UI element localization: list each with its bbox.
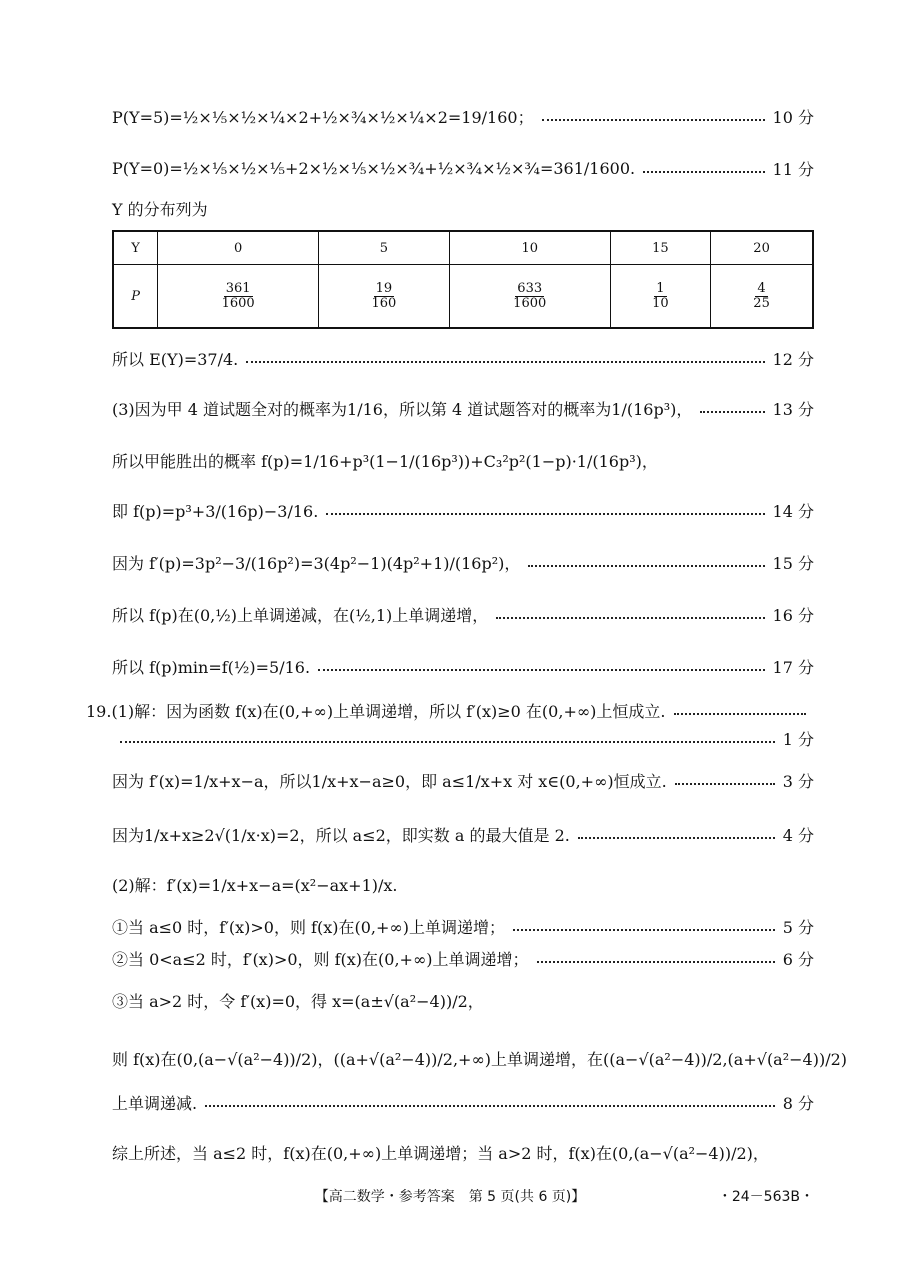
line-fp-simplified [112, 490, 814, 530]
frac-num: 633 [517, 280, 543, 296]
frac-den: 1600 [221, 295, 255, 311]
line-text: (2)解：f′(x)=1/x+x−a=(x²−ax+1)/x. [112, 875, 398, 895]
frac-num: 1 [656, 280, 665, 296]
frac-den: 25 [753, 295, 770, 311]
dot-leader [496, 617, 764, 619]
line-expectation [112, 338, 814, 378]
dot-leader [513, 929, 775, 931]
score-label: 3 分 [782, 771, 814, 791]
line-q19-inequality [112, 760, 814, 800]
frac-den: 10 [652, 295, 669, 311]
line-text: ①当 a≤0 时，f′(x)>0，则 f(x)在(0,+∞)上单调递增； [112, 917, 505, 937]
score-label: 14 分 [772, 501, 814, 521]
table-cell: Y [113, 231, 158, 265]
footer-title: 【高二数学・参考答案 第 5 页(共 6 页)】 [314, 1189, 586, 1205]
table-cell: 0 [158, 231, 319, 265]
dot-leader [318, 669, 764, 671]
line-text: 综上所述，当 a≤2 时，f(x)在(0,+∞)上单调递增；当 a>2 时，f(x)在(0,(a−√(a²−4))/2)， [112, 1143, 769, 1163]
table-cell [449, 265, 610, 329]
table-row [113, 231, 813, 265]
table-cell [158, 265, 319, 329]
line-text: 因为 f′(x)=1/x+x−a，所以1/x+x−a≥0，即 a≤1/x+x 对 x∈(0,+∞)恒成立. [112, 771, 667, 791]
line-text: (3)因为甲 4 道试题全对的概率为1/16，所以第 4 道试题答对的概率为1/(16p³)， [112, 399, 693, 419]
line-q19-score1 [112, 718, 814, 758]
line-text: 19.(1)解：因为函数 f(x)在(0,+∞)上单调递增，所以 f′(x)≥0 在(0,+∞)上恒成立. [86, 701, 666, 721]
score-label: 8 分 [782, 1093, 814, 1113]
distribution-table [112, 230, 814, 329]
dot-leader [674, 713, 806, 715]
table-cell [319, 265, 450, 329]
table-cell: 15 [610, 231, 711, 265]
score-label: 4 分 [782, 825, 814, 845]
line-text: 因为 f′(p)=3p²−3/(16p²)=3(4p²−1)(4p²+1)/(16p²)， [112, 553, 521, 573]
line-case3-decreasing [112, 1082, 814, 1122]
score-label: 12 分 [772, 349, 814, 369]
frac-num: 361 [225, 280, 251, 296]
line-text: 所以 f(p)min=f(½)=5/16. [112, 657, 311, 677]
line-p-y-0 [112, 148, 814, 188]
dot-leader [542, 119, 765, 121]
score-label: 16 分 [772, 605, 814, 625]
line-text: 所以甲能胜出的概率 f(p)=1/16+p³(1−1/(16p³))+C₃²p²(1−p)·1/(16p³)， [112, 451, 658, 471]
dot-leader [675, 783, 775, 785]
score-label: 6 分 [782, 949, 814, 969]
dot-leader [326, 513, 764, 515]
dot-leader [537, 961, 775, 963]
page-footer [0, 1186, 900, 1210]
dot-leader [578, 837, 775, 839]
table-cell [610, 265, 711, 329]
table-cell [711, 265, 813, 329]
line-part3-intro [112, 388, 814, 428]
line-monotonic [112, 594, 814, 634]
score-label: 11 分 [772, 159, 814, 179]
dot-leader [528, 565, 764, 567]
line-win-probability [112, 440, 814, 480]
line-case3 [112, 980, 814, 1020]
line-derivative [112, 542, 814, 582]
dot-leader [700, 411, 764, 413]
line-case3-intervals [112, 1038, 848, 1078]
line-text: ③当 a>2 时，令 f′(x)=0，得 x=(a±√(a²−4))/2， [112, 991, 484, 1011]
table-cell: P [113, 265, 158, 329]
frac-den: 1600 [513, 295, 547, 311]
line-q19-part2 [112, 864, 814, 904]
line-text: 即 f(p)=p³+3/(16p)−3/16. [112, 501, 319, 521]
line-summary [112, 1132, 814, 1172]
table-cell: 20 [711, 231, 813, 265]
dot-leader [205, 1105, 775, 1107]
line-text: P(Y=5)=½×⅕×½×¼×2+½×¾×½×¼×2=19/160； [112, 107, 534, 127]
frac-num: 19 [375, 280, 393, 296]
line-text: Y 的分布列为 [112, 199, 208, 219]
line-text: ②当 0<a≤2 时，f′(x)>0，则 f(x)在(0,+∞)上单调递增； [112, 949, 529, 969]
footer-code: ・24－563B・ [717, 1189, 814, 1205]
table-cell: 10 [449, 231, 610, 265]
line-text: 所以 E(Y)=37/4. [112, 349, 239, 369]
distribution-heading [112, 188, 814, 228]
score-label: 1 分 [782, 729, 814, 749]
score-label: 17 分 [772, 657, 814, 677]
table-row [113, 265, 813, 329]
line-case2 [112, 938, 814, 978]
line-text: 所以 f(p)在(0,½)上单调递减，在(½,1)上单调递增， [112, 605, 489, 625]
line-text: 上单调递减. [112, 1093, 198, 1113]
score-label: 10 分 [772, 107, 814, 127]
score-label: 13 分 [772, 399, 814, 419]
line-text: 因为1/x+x≥2√(1/x·x)=2，所以 a≤2，即实数 a 的最大值是 2. [112, 825, 570, 845]
line-text: P(Y=0)=½×⅕×½×⅕+2×½×⅕×½×¾+½×¾×½×¾=361/1600. [112, 158, 636, 178]
line-q19-amgm [112, 814, 814, 854]
line-text: 则 f(x)在(0,(a−√(a²−4))/2)，((a+√(a²−4))/2,+∞)上单调递增，在((a−√(a²−4))/2,(a+√(a²−4))/2) [112, 1049, 848, 1069]
frac-den: 160 [371, 295, 397, 311]
frac-num: 4 [757, 280, 766, 296]
line-minimum [112, 646, 814, 686]
line-p-y-5 [112, 96, 814, 136]
dot-leader [246, 361, 764, 363]
score-label: 5 分 [782, 917, 814, 937]
table-cell: 5 [319, 231, 450, 265]
dot-leader [120, 741, 775, 743]
dot-leader [643, 171, 764, 173]
score-label: 15 分 [772, 553, 814, 573]
